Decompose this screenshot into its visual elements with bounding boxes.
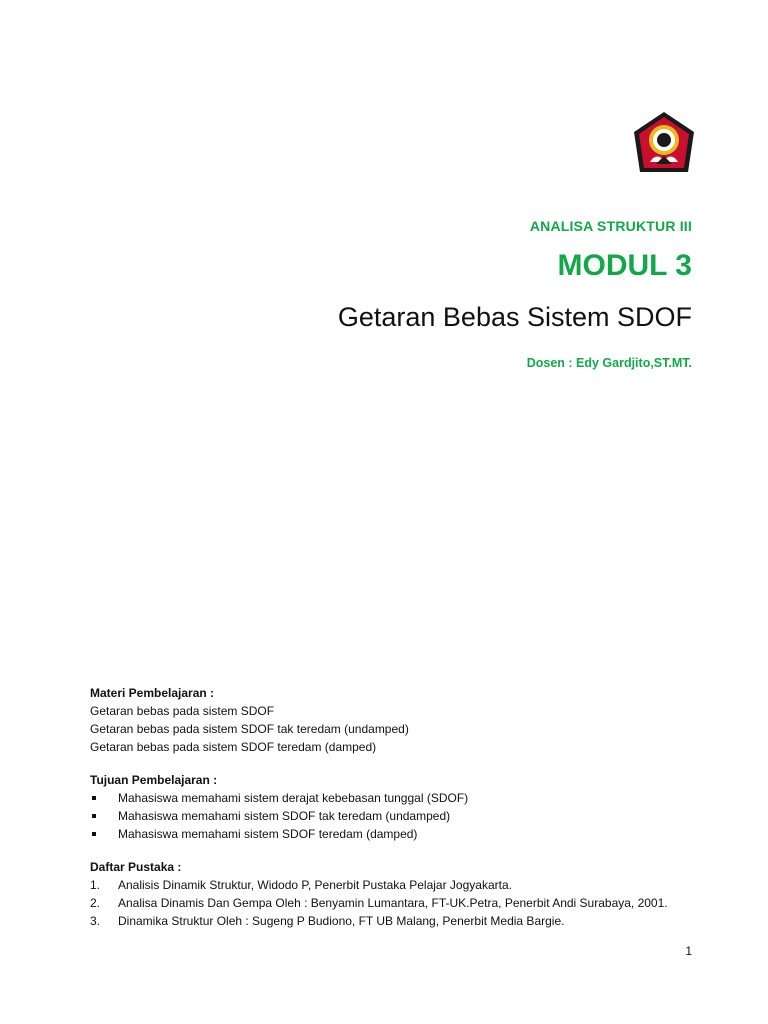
list-item: [90, 894, 668, 912]
module-number: MODUL 3: [557, 249, 692, 282]
bullet-icon: [92, 814, 96, 818]
list-item: [90, 789, 468, 807]
lecturer-name: Dosen : Edy Gardjito,ST.MT.: [526, 356, 692, 370]
reference-text: Analisis Dinamik Struktur, Widodo P, Penerbit Pustaka Pelajar Jogyakarta.: [118, 878, 512, 892]
page-number: 1: [685, 944, 692, 958]
list-number: 2.: [90, 896, 101, 910]
pustaka-heading: Daftar Pustaka :: [90, 860, 182, 874]
materi-item: Getaran bebas pada sistem SDOF teredam (damped): [90, 740, 377, 754]
course-name: ANALISA STRUKTUR III: [529, 218, 692, 234]
tujuan-item-text: Mahasiswa memahami sistem SDOF teredam (damped): [118, 827, 418, 841]
bullet-icon: [92, 796, 96, 800]
reference-text: Dinamika Struktur Oleh : Sugeng P Budiono, FT UB Malang, Penerbit Media Bargie.: [118, 914, 565, 928]
list-item: [90, 825, 468, 843]
document-title: Getaran Bebas Sistem SDOF: [337, 302, 692, 332]
list-number: 1.: [90, 878, 101, 892]
tujuan-heading: Tujuan Pembelajaran :: [90, 773, 218, 787]
materi-section: [90, 684, 409, 756]
university-emblem-icon: [632, 110, 696, 178]
list-item: [90, 807, 468, 825]
list-item: [90, 912, 668, 930]
tujuan-section: [90, 771, 468, 843]
materi-item: Getaran bebas pada sistem SDOF: [90, 704, 275, 718]
tujuan-list: [90, 789, 468, 843]
tujuan-item-text: Mahasiswa memahami sistem derajat kebebasan tunggal (SDOF): [118, 791, 469, 805]
bullet-icon: [92, 832, 96, 836]
pustaka-section: [90, 858, 668, 930]
list-item: [90, 876, 668, 894]
materi-item: Getaran bebas pada sistem SDOF tak teredam (undamped): [90, 722, 409, 736]
list-number: 3.: [90, 914, 101, 928]
pustaka-list: [90, 876, 668, 930]
reference-text: Analisa Dinamis Dan Gempa Oleh : Benyamin Lumantara, FT-UK.Petra, Penerbit Andi Surabaya, 2001.: [118, 896, 668, 910]
materi-heading: Materi Pembelajaran :: [90, 686, 215, 700]
tujuan-item-text: Mahasiswa memahami sistem SDOF tak teredam (undamped): [118, 809, 451, 823]
